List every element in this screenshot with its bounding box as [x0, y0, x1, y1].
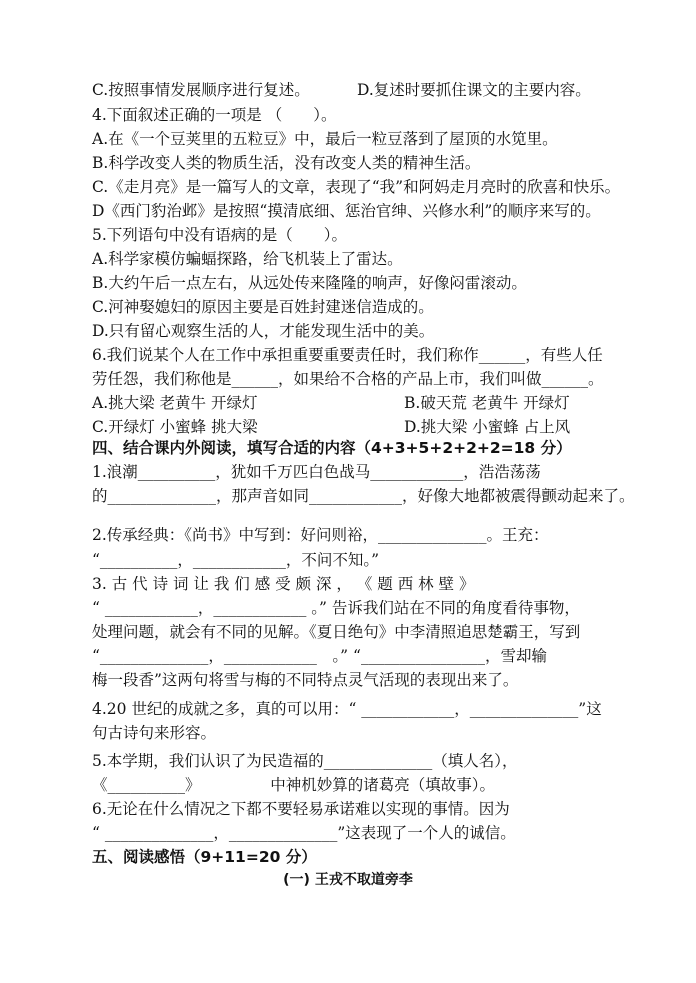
fill-4-line-2: 句古诗句来形容。: [92, 724, 217, 742]
question-4: 4.下面叙述正确的一项是 （ ）。: [92, 106, 337, 124]
fill-5-line-2: 《__________》 中神机妙算的诸葛亮（填故事）。: [92, 776, 496, 794]
fill-1-line-1: 1.浪潮__________，犹如千万匹白色战马____________，浩浩荡荡: [92, 463, 541, 481]
fill-2-line-1: 2.传承经典：《尚书》中写到：好问则裕，______________。王充：: [92, 526, 549, 544]
question-6-option-c: C.开绿灯 小蜜蜂 挑大梁: [92, 418, 258, 436]
question-5: 5.下列语句中没有语病的是（ ）。: [92, 226, 348, 244]
question-4-option-b: B.科学改变人类的物质生活，没有改变人类的精神生活。: [92, 154, 481, 172]
section-5-heading: 五、阅读感悟（9+11=20 分）: [92, 848, 317, 866]
option-c-line: C.按照事情发展顺序进行复述。: [92, 81, 310, 99]
fill-6-line-2: “ ______________，______________”这表现了一个人的诚信。: [92, 824, 516, 842]
question-6-option-b: B.破天荒 老黄牛 开绿灯: [404, 394, 570, 412]
question-5-option-d: D.只有留心观察生活的人，才能发现生活中的美。: [92, 322, 435, 340]
question-4-option-d: D《西门豹治邺》是按照“摸清底细、惩治官绅、兴修水利”的顺序来写的。: [92, 202, 601, 220]
question-6-option-a: A.挑大梁 老黄牛 开绿灯: [92, 394, 258, 412]
fill-3-line-2: “ ____________，____________ 。” 告诉我们站在不同的角度看待事物，: [92, 599, 580, 617]
question-5-option-b: B.大约午后一点左右，从远处传来隆隆的响声，好像闷雷滚动。: [92, 274, 527, 292]
question-5-option-a: A.科学家模仿蝙蝠探路，给飞机装上了雷达。: [92, 250, 403, 268]
fill-6-line-1: 6.无论在什么情况之下都不要轻易承诺难以实现的事情。因为: [92, 800, 510, 818]
fill-3-line-4: “______________，____________ 。” “________________，雪却输: [92, 647, 547, 665]
question-4-option-c: C.《走月亮》是一篇写人的文章，表现了“我”和阿妈走月亮时的欣喜和快乐。: [92, 178, 621, 196]
section-4-heading: 四、结合课内外阅读，填写合适的内容（4+3+5+2+2+2=18 分）: [92, 439, 572, 457]
question-6-line-2: 劳任怨，我们称他是______，如果给不合格的产品上市，我们叫做______。: [92, 370, 604, 388]
fill-2-line-2: “__________，____________，不问不知。”: [92, 551, 380, 569]
fill-5-line-1: 5.本学期，我们认识了为民造福的______________（填人名），: [92, 752, 518, 770]
question-6-option-d: D.挑大梁 小蜜蜂 占上风: [404, 418, 571, 436]
question-6-line-1: 6.我们说某个人在工作中承担重要重要责任时，我们称作______，有些人任: [92, 346, 603, 364]
fill-3-line-3: 处理问题，就会有不同的见解。《夏日绝句》中李清照追思楚霸王，写到: [92, 623, 581, 641]
reading-1-title: (一) 王戎不取道旁李: [283, 872, 413, 888]
question-5-option-c: C.河神娶媳妇的原因主要是百姓封建迷信造成的。: [92, 298, 434, 316]
option-d-line: D.复述时要抓住课文的主要内容。: [357, 81, 591, 99]
fill-3-line-1: 3. 古 代 诗 词 让 我 们 感 受 颇 深 ， 《 题 西 林 壁 》: [92, 575, 475, 593]
fill-1-line-2: 的______________，那声音如同____________，好像大地都被震得颤动起来了。: [92, 487, 635, 505]
fill-3-line-5: 梅一段香”这两句将雪与梅的不同特点灵气活现的表现出来了。: [92, 671, 519, 689]
question-4-option-a: A.在《一个豆荚里的五粒豆》中，最后一粒豆落到了屋顶的水笕里。: [92, 130, 558, 148]
fill-4-line-1: 4.20 世纪的成就之多，真的可以用：“ ____________，______________”这: [92, 700, 602, 718]
